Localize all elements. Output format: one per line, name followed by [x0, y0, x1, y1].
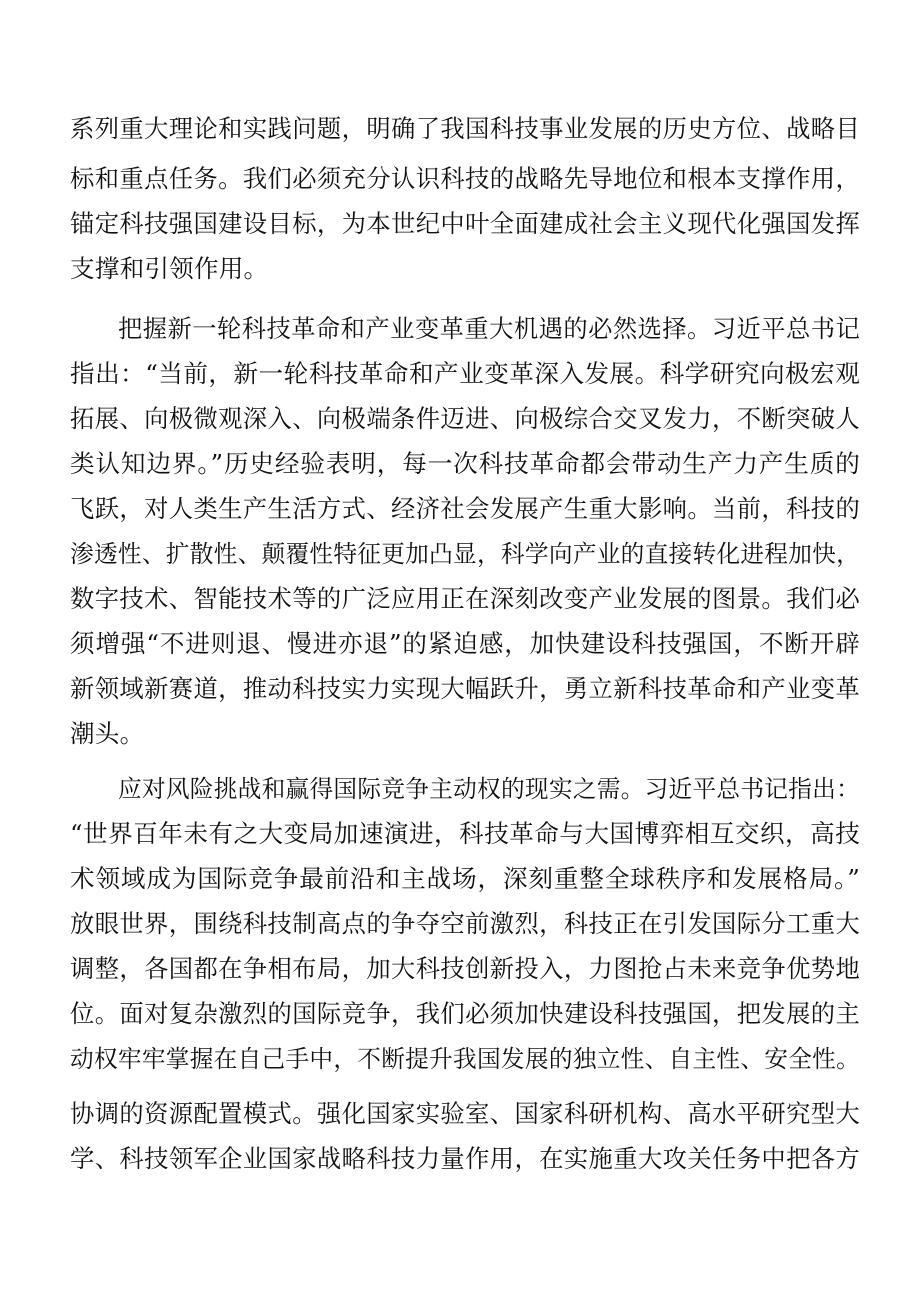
- text-line: 飞跃，对人类生产生活方式、经济社会发展产生重大影响。当前，科技的: [70, 494, 860, 523]
- text-line: 锚定科技强国建设目标，为本世纪中叶全面建成社会主义现代化强国发挥: [70, 209, 860, 238]
- text-line: 位。面对复杂激烈的国际竞争，我们必须加快建设科技强国，把发展的主: [70, 999, 860, 1028]
- text-line: 指出：“当前，新一轮科技革命和产业变革深入发展。科学研究向极宏观: [70, 359, 860, 388]
- text-line: 协调的资源配置模式。强化国家实验室、国家科研机构、高水平研究型大: [70, 1099, 860, 1128]
- paragraph-first-line: 把握新一轮科技革命和产业变革重大机遇的必然选择。习近平总书记: [118, 314, 860, 343]
- text-line: 放眼世界，围绕科技制高点的争夺空前激烈，科技正在引发国际分工重大: [70, 909, 860, 938]
- text-line: 新领域新赛道，推动科技实力实现大幅跃升，勇立新科技革命和产业变革: [70, 674, 860, 703]
- text-line: 系列重大理论和实践问题，明确了我国科技事业发展的历史方位、战略目: [70, 114, 860, 143]
- text-line: 支撑和引领作用。: [70, 254, 269, 283]
- text-line: 渗透性、扩散性、颠覆性特征更加凸显，科学向产业的直接转化进程加快，: [70, 540, 860, 568]
- text-line: “世界百年未有之大变局加速演进，科技革命与大国博弈相互交织，高技: [70, 819, 860, 848]
- text-line: 数字技术、智能技术等的广泛应用正在深刻改变产业发展的图景。我们必: [70, 584, 860, 613]
- text-line: 类认知边界。”历史经验表明，每一次科技革命都会带动生产力产生质的: [70, 449, 860, 478]
- text-line: 标和重点任务。我们必须充分认识科技的战略先导地位和根本支撑作用，: [70, 164, 860, 193]
- text-line: 须增强“不进则退、慢进亦退”的紧迫感，加快建设科技强国，不断开辟: [70, 629, 860, 658]
- paragraph-first-line: 应对风险挑战和赢得国际竞争主动权的现实之需。习近平总书记指出：: [118, 775, 860, 803]
- text-line: 术领域成为国际竞争最前沿和主战场，深刻重整全球秩序和发展格局。”: [70, 864, 860, 893]
- text-line: 潮头。: [70, 719, 145, 748]
- text-line: 学、科技领军企业国家战略科技力量作用，在实施重大攻关任务中把各方: [70, 1144, 860, 1173]
- text-line: 调整，各国都在争相布局，加大科技创新投入，力图抢占未来竞争优势地: [70, 954, 860, 983]
- text-line: 动权牢牢掌握在自己手中，不断提升我国发展的独立性、自主性、安全性。: [70, 1045, 860, 1073]
- text-line: 拓展、向极微观深入、向极端条件迈进、向极综合交叉发力，不断突破人: [70, 404, 860, 433]
